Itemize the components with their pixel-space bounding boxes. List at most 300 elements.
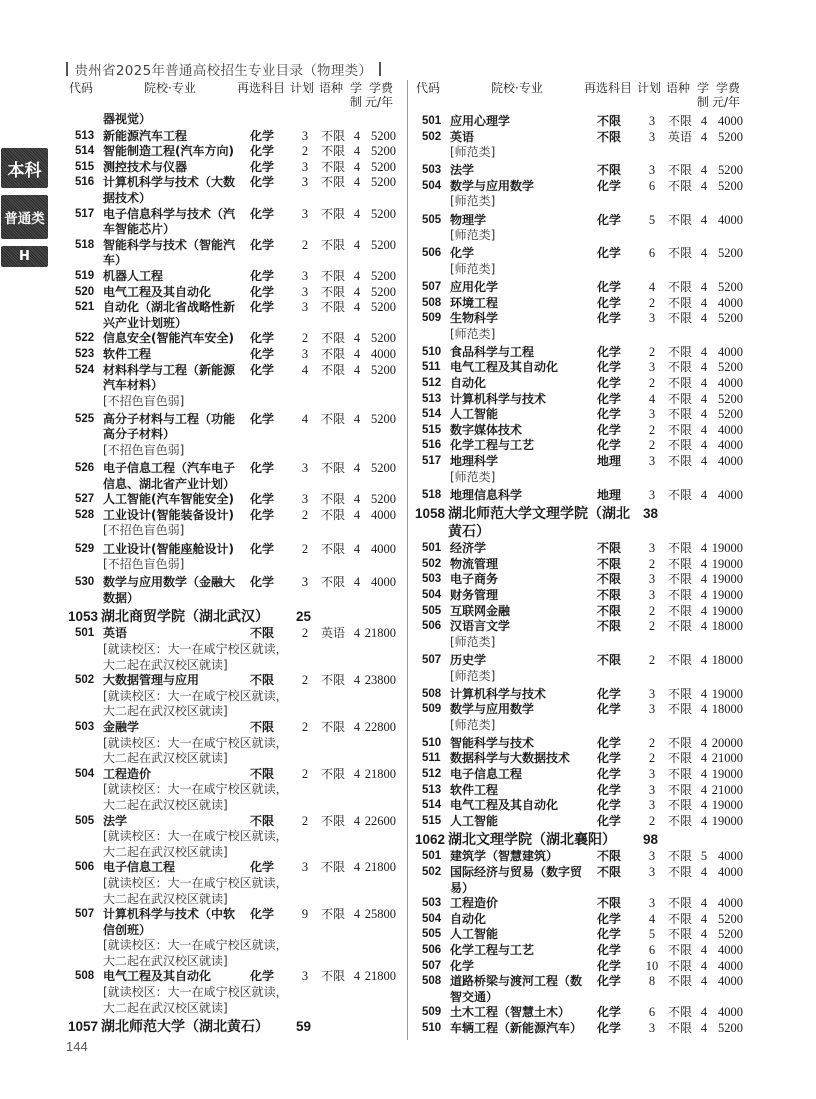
major-note-line: [师范类] — [450, 469, 496, 484]
major-name-line: 计算机科学与技术 — [450, 391, 547, 406]
duration-years: 4 — [353, 128, 361, 143]
elective-subject: 化学 — [250, 159, 275, 174]
language: 不限 — [668, 619, 693, 634]
major-name-line: 英语 — [103, 626, 128, 641]
major-name-line: 高分子材料） — [103, 427, 176, 442]
header-plan: 计划 — [637, 81, 662, 95]
major-code: 501 — [75, 627, 95, 640]
duration-years: 4 — [353, 860, 361, 875]
major-row — [68, 331, 406, 347]
major-row — [415, 392, 753, 408]
header-fee-bottom: 元/年 — [712, 95, 741, 109]
tuition-fee: 5200 — [718, 1020, 743, 1035]
tuition-fee: 5200 — [371, 268, 396, 283]
major-name — [103, 175, 250, 206]
language: 不限 — [321, 907, 346, 922]
major-row — [68, 673, 406, 720]
duration-years: 4 — [353, 175, 361, 190]
elective-subject: 化学 — [597, 295, 622, 310]
plan-count: 3 — [301, 284, 309, 299]
major-row — [415, 751, 753, 767]
major-note-line: [师范类] — [450, 717, 496, 732]
major-code: 505 — [422, 604, 442, 617]
school-plan-count: 25 — [296, 608, 312, 624]
side-tab-letter: H — [1, 246, 48, 267]
language: 不限 — [321, 206, 346, 221]
plan-count: 2 — [301, 626, 309, 641]
elective-subject: 化学 — [250, 411, 275, 426]
plan-count: 3 — [301, 300, 309, 315]
major-name — [450, 130, 597, 146]
duration-years: 4 — [353, 237, 361, 252]
language: 不限 — [321, 461, 346, 476]
major-row — [415, 849, 753, 865]
elective-subject: 化学 — [597, 279, 622, 294]
major-code: 516 — [75, 176, 95, 189]
duration-years: 4 — [700, 1020, 708, 1035]
major-name — [103, 238, 250, 269]
major-row — [415, 687, 753, 703]
major-name-line: 汽车材料） — [103, 378, 164, 393]
plan-count: 3 — [648, 407, 656, 422]
major-code: 513 — [422, 392, 442, 405]
major-note-line: [就读校区：大一在咸宁校区就读， — [103, 688, 288, 703]
major-name — [103, 129, 250, 145]
tuition-fee: 5200 — [718, 163, 743, 178]
duration-years: 4 — [700, 958, 708, 973]
header-subject: 再选科目 — [584, 81, 633, 95]
language: 不限 — [668, 391, 693, 406]
language: 不限 — [321, 284, 346, 299]
title-left-bar — [66, 62, 68, 76]
major-name — [103, 673, 250, 689]
major-code: 509 — [422, 703, 442, 716]
major-row — [415, 557, 753, 573]
major-code: 513 — [75, 129, 95, 142]
tuition-fee: 25800 — [364, 907, 396, 922]
major-note-line: [师范类] — [450, 668, 496, 683]
major-note-line: 大二起在武汉校区就读] — [103, 1000, 228, 1015]
elective-subject: 化学 — [597, 311, 622, 326]
elective-subject: 化学 — [250, 346, 275, 361]
duration-years: 4 — [700, 422, 708, 437]
major-name-line: 自动化 — [450, 376, 487, 390]
major-note — [450, 669, 743, 685]
tuition-fee: 5200 — [371, 284, 396, 299]
major-name-line: 计算机科学与技术（大数 — [103, 175, 236, 190]
major-code: 521 — [75, 301, 95, 314]
major-name-line: 物理学 — [450, 212, 487, 227]
left-column — [68, 112, 406, 1036]
plan-count: 3 — [301, 268, 309, 283]
duration-years: 4 — [353, 492, 361, 507]
major-row — [415, 1005, 753, 1021]
school-name-line: 湖北师范大学（湖北黄石） — [101, 1018, 269, 1035]
language: 不限 — [668, 556, 693, 571]
tuition-fee: 19000 — [711, 603, 743, 618]
major-note-line: 大二起在武汉校区就读] — [103, 751, 228, 766]
tuition-fee: 5200 — [718, 911, 743, 926]
tuition-fee: 18000 — [711, 652, 743, 667]
major-name-line: 生物科学 — [450, 311, 499, 326]
major-code: 514 — [422, 408, 442, 421]
major-row — [415, 213, 753, 244]
language: 不限 — [668, 572, 693, 587]
major-row — [415, 974, 753, 1005]
major-name-line: 智能制造工程(汽车方向) — [103, 144, 234, 159]
school-name — [101, 1018, 296, 1036]
side-tab-category: 普通类 — [1, 195, 48, 239]
duration-years: 4 — [353, 719, 361, 734]
duration-years: 4 — [700, 686, 708, 701]
header-language: 语种 — [319, 81, 344, 95]
plan-count: 10 — [645, 958, 659, 973]
major-name-line: 信息、湖北省产业计划） — [103, 476, 236, 491]
tuition-fee: 22800 — [364, 719, 396, 734]
plan-count: 6 — [648, 943, 656, 957]
language: 不限 — [668, 453, 693, 468]
language: 不限 — [668, 603, 693, 618]
plan-count: 2 — [301, 673, 309, 688]
duration-years: 4 — [353, 541, 361, 556]
elective-subject: 化学 — [597, 735, 622, 750]
major-row — [68, 907, 406, 969]
language: 不限 — [321, 362, 346, 377]
school-plan-count: 59 — [296, 1018, 312, 1034]
major-name-line: 数据） — [103, 590, 140, 605]
language: 不限 — [668, 212, 693, 227]
elective-subject: 化学 — [250, 507, 275, 522]
tuition-fee: 5200 — [371, 411, 396, 426]
elective-subject: 化学 — [250, 461, 275, 476]
elective-subject: 不限 — [597, 849, 622, 864]
plan-count: 3 — [648, 163, 656, 178]
major-row — [415, 896, 753, 912]
language: 不限 — [668, 702, 693, 717]
tuition-fee: 22600 — [364, 813, 396, 828]
major-code: 509 — [422, 1006, 442, 1019]
language: 不限 — [668, 767, 693, 782]
major-name — [450, 423, 597, 439]
language: 不限 — [668, 735, 693, 750]
major-note-line: 大二起在武汉校区就读] — [103, 891, 228, 906]
elective-subject: 化学 — [597, 407, 622, 422]
duration-years: 4 — [700, 279, 708, 294]
major-code: 527 — [75, 493, 95, 506]
duration-years: 4 — [700, 572, 708, 587]
language: 不限 — [668, 1005, 693, 1020]
elective-subject: 化学 — [597, 178, 622, 193]
elective-subject: 不限 — [597, 163, 622, 178]
tuition-fee: 18000 — [711, 702, 743, 717]
duration-years: 4 — [700, 782, 708, 797]
major-code: 512 — [422, 377, 442, 389]
major-code: 518 — [75, 238, 95, 251]
major-code: 507 — [422, 959, 442, 972]
language: 不限 — [668, 295, 693, 310]
duration-years: 4 — [700, 735, 708, 750]
plan-count: 2 — [648, 735, 656, 750]
major-code: 504 — [422, 912, 442, 925]
tuition-fee: 5200 — [371, 206, 396, 221]
major-code: 510 — [422, 736, 442, 749]
tuition-fee: 4000 — [718, 438, 743, 453]
major-name-line: 食品科学与工程 — [450, 344, 535, 359]
major-row — [68, 814, 406, 861]
plan-count: 2 — [648, 603, 656, 618]
major-code: 523 — [75, 347, 95, 360]
major-code: 517 — [422, 454, 442, 467]
major-name — [450, 912, 597, 928]
plan-count: 3 — [648, 865, 656, 880]
tuition-fee: 5200 — [718, 311, 743, 326]
major-row — [415, 798, 753, 814]
language: 不限 — [321, 237, 346, 252]
major-name — [450, 114, 597, 130]
major-note — [103, 938, 396, 969]
major-code: 504 — [422, 589, 442, 602]
duration-years: 4 — [700, 943, 708, 957]
language: 不限 — [668, 865, 693, 880]
duration-years: 4 — [700, 129, 708, 144]
major-row — [415, 814, 753, 830]
column-header-left — [68, 81, 406, 109]
major-code: 502 — [422, 866, 442, 879]
major-name — [450, 541, 597, 557]
tuition-fee: 5200 — [371, 492, 396, 507]
plan-count: 3 — [648, 798, 656, 813]
major-name-line: 工业设计(智能装备设计) — [103, 507, 234, 522]
major-row — [68, 575, 406, 606]
duration-years: 4 — [700, 865, 708, 880]
duration-years: 4 — [700, 163, 708, 178]
major-code: 507 — [422, 653, 442, 666]
language: 不限 — [321, 492, 346, 507]
major-name — [450, 687, 597, 703]
plan-count: 3 — [648, 572, 656, 587]
major-row — [68, 767, 406, 814]
tuition-fee: 19000 — [711, 588, 743, 603]
major-name-line: 大数据管理与应用 — [103, 673, 200, 688]
school-plan-count: 38 — [643, 505, 659, 521]
school-header — [68, 608, 406, 626]
major-name-line: 信创班） — [103, 922, 152, 937]
elective-subject: 化学 — [250, 237, 275, 252]
language: 不限 — [321, 128, 346, 143]
major-name — [450, 896, 597, 912]
language: 不限 — [668, 376, 693, 390]
language: 不限 — [668, 686, 693, 701]
language: 不限 — [668, 849, 693, 864]
major-name — [450, 767, 597, 783]
major-name-line: 环境工程 — [450, 295, 499, 310]
major-code: 509 — [422, 312, 442, 325]
major-row — [415, 927, 753, 943]
language: 英语 — [321, 626, 346, 641]
major-name — [450, 392, 597, 408]
elective-subject: 不限 — [597, 896, 622, 911]
major-name-line: 国际经济与贸易（数字贸 — [450, 865, 583, 880]
tuition-fee: 5200 — [371, 128, 396, 143]
major-name — [103, 347, 250, 363]
plan-count: 3 — [648, 588, 656, 603]
duration-years: 4 — [700, 556, 708, 571]
duration-years: 4 — [353, 575, 361, 590]
language: 不限 — [668, 114, 693, 128]
elective-subject: 不限 — [250, 719, 275, 734]
major-code: 502 — [422, 130, 442, 143]
major-row — [415, 407, 753, 423]
major-code: 505 — [422, 213, 442, 226]
plan-count: 3 — [648, 782, 656, 797]
major-note — [103, 689, 396, 720]
major-name — [103, 144, 250, 160]
major-note-line: [就读校区：大一在咸宁校区就读， — [103, 875, 288, 890]
school-name-line: 湖北商贸学院（湖北武汉） — [101, 608, 269, 625]
elective-subject: 化学 — [597, 751, 622, 766]
language: 不限 — [668, 541, 693, 556]
major-note — [103, 394, 396, 410]
major-name — [103, 508, 250, 524]
elective-subject: 化学 — [597, 1005, 622, 1020]
elective-subject: 地理 — [597, 487, 622, 502]
duration-years: 4 — [700, 391, 708, 406]
major-code: 507 — [422, 280, 442, 293]
tuition-fee: 5200 — [718, 407, 743, 422]
major-code: 511 — [422, 752, 441, 765]
language: 不限 — [321, 813, 346, 828]
elective-subject: 不限 — [597, 865, 622, 880]
major-code: 519 — [75, 269, 95, 282]
duration-years: 4 — [700, 1005, 708, 1020]
language: 不限 — [668, 438, 693, 453]
tuition-fee: 5200 — [371, 362, 396, 377]
major-name-line: 地理科学 — [450, 453, 499, 468]
major-name — [450, 849, 597, 865]
major-name — [103, 285, 250, 301]
school-name-line: 黄石） — [448, 523, 490, 540]
duration-years: 4 — [700, 813, 708, 828]
tuition-fee: 21800 — [364, 766, 396, 781]
major-name-line: 数字媒体技术 — [450, 422, 523, 437]
elective-subject: 化学 — [250, 362, 275, 377]
major-code: 508 — [422, 687, 442, 700]
school-header — [415, 831, 753, 849]
elective-subject: 不限 — [597, 129, 622, 144]
header-code: 代码 — [69, 81, 94, 95]
duration-years: 4 — [700, 178, 708, 193]
language: 不限 — [321, 575, 346, 590]
major-name-line: 法学 — [103, 813, 128, 828]
elective-subject: 化学 — [597, 974, 622, 989]
major-name — [103, 720, 250, 736]
major-name — [450, 865, 597, 896]
major-name-line: 兴产业计划班） — [103, 315, 188, 330]
elective-subject: 不限 — [597, 652, 622, 667]
elective-subject: 不限 — [250, 813, 275, 828]
major-note-line: 大二起在武汉校区就读] — [103, 953, 228, 968]
tuition-fee: 5200 — [371, 159, 396, 174]
language: 不限 — [668, 487, 693, 502]
plan-count: 2 — [648, 619, 656, 634]
header-school-major: 院校·专业 — [144, 81, 196, 95]
plan-count: 9 — [301, 907, 309, 922]
plan-count: 3 — [301, 206, 309, 221]
language: 不限 — [668, 279, 693, 294]
language: 不限 — [321, 719, 346, 734]
major-name-line: 汉语言文学 — [450, 619, 511, 634]
major-name — [450, 653, 597, 669]
elective-subject: 化学 — [597, 798, 622, 813]
right-column — [415, 114, 753, 1037]
major-name-line: 电子信息科学与技术（汽 — [103, 206, 236, 221]
language: 不限 — [668, 813, 693, 828]
tuition-fee: 4000 — [718, 344, 743, 359]
major-row — [415, 376, 753, 392]
elective-subject: 化学 — [597, 344, 622, 359]
major-code: 516 — [422, 439, 442, 452]
major-note — [103, 876, 396, 907]
language: 不限 — [321, 766, 346, 781]
elective-subject: 化学 — [597, 958, 622, 973]
major-row — [68, 508, 406, 539]
header-fee-top: 学费 — [716, 81, 741, 95]
major-code: 528 — [75, 508, 95, 521]
header-years-bottom: 制 — [350, 95, 363, 109]
major-name — [450, 311, 597, 327]
major-name — [450, 588, 597, 604]
language: 不限 — [668, 344, 693, 359]
major-name-line: 材料科学与工程（新能源 — [103, 362, 236, 377]
elective-subject: 化学 — [250, 144, 275, 159]
major-name-line: 器视觉） — [103, 112, 152, 126]
major-name — [450, 751, 597, 767]
elective-subject: 化学 — [597, 438, 622, 453]
duration-years: 4 — [353, 206, 361, 221]
tuition-fee: 19000 — [711, 813, 743, 828]
major-code: 504 — [422, 179, 442, 192]
duration-years: 4 — [700, 798, 708, 813]
major-row — [415, 912, 753, 928]
major-name-line: 智能科学与技术（智能汽 — [103, 237, 236, 252]
elective-subject: 化学 — [597, 782, 622, 797]
major-name — [103, 542, 250, 558]
tuition-fee: 21000 — [711, 751, 743, 766]
major-note — [103, 736, 396, 767]
major-code: 510 — [422, 1021, 442, 1034]
major-code: 508 — [422, 296, 442, 309]
major-note-line: [就读校区：大一在咸宁校区就读， — [103, 782, 288, 797]
header-years-top: 学 — [350, 81, 363, 95]
major-row — [415, 345, 753, 361]
major-name-line: 智能科学与技术 — [450, 735, 535, 750]
tuition-fee: 21800 — [364, 860, 396, 875]
major-name — [103, 461, 250, 492]
tuition-fee: 5200 — [718, 178, 743, 193]
tuition-fee: 5200 — [371, 144, 396, 159]
school-plan-count: 98 — [643, 831, 659, 847]
plan-count: 4 — [648, 911, 656, 926]
duration-years: 4 — [700, 588, 708, 603]
major-row — [415, 943, 753, 959]
tuition-fee: 4000 — [718, 422, 743, 437]
major-note — [450, 145, 743, 161]
major-row — [68, 347, 406, 363]
major-name-line: 自动化 — [450, 911, 487, 926]
continued-entry — [68, 112, 406, 128]
language: 不限 — [668, 782, 693, 797]
header-fee-top: 学费 — [369, 81, 394, 95]
